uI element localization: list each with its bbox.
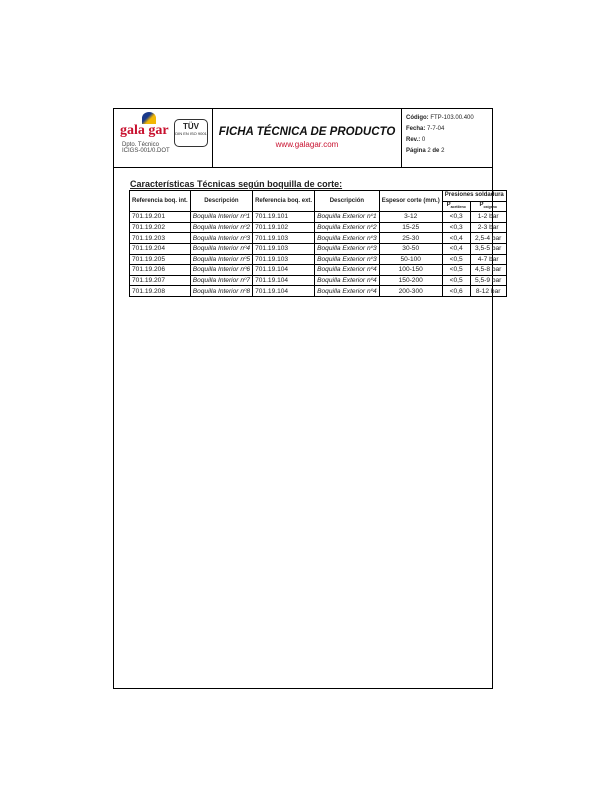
- cell-ref-int: 701.19.205: [130, 254, 191, 265]
- cell-ref-ext: 701.19.102: [253, 222, 315, 233]
- cell-espesor: 100-150: [379, 265, 442, 276]
- cell-p-oxigeno: 2,5-4 bar: [470, 233, 506, 244]
- cell-ref-int: 701.19.202: [130, 222, 191, 233]
- department: [122, 142, 170, 154]
- col-p-oxigeno: [470, 201, 506, 212]
- cell-desc-ext: Boquilla Exterior nº3: [315, 243, 380, 254]
- brand-logo: gala gar: [120, 123, 169, 138]
- cert-sub: DIN EN ISO 9001: [175, 131, 207, 136]
- cell-p-oxigeno: 1-2 bar: [470, 212, 506, 223]
- cell-p-acetileno: <0,4: [442, 243, 470, 254]
- cell-p-acetileno: <0,6: [442, 286, 470, 297]
- cell-p-oxigeno: 3,5-5 bar: [470, 243, 506, 254]
- cell-p-acetileno: <0,5: [442, 275, 470, 286]
- cell-ref-ext: 701.19.104: [253, 265, 315, 276]
- cell-espesor: 200-300: [379, 286, 442, 297]
- cell-ref-int: 701.19.207: [130, 275, 191, 286]
- cell-p-acetileno: <0,5: [442, 254, 470, 265]
- oxigeno-sub: oxígeno: [483, 204, 497, 209]
- table-row: [130, 254, 507, 265]
- logo-cell: [114, 109, 213, 167]
- cell-p-oxigeno: 4-7 bar: [470, 254, 506, 265]
- table-row: [130, 286, 507, 297]
- col-presiones: Presiones soldadura: [442, 191, 506, 202]
- title-cell: [213, 109, 402, 167]
- cell-desc-ext: Boquilla Exterior nº3: [315, 254, 380, 265]
- cell-espesor: 150-200: [379, 275, 442, 286]
- codigo-row: [406, 113, 492, 124]
- section-title: Características Técnicas según boquilla de corte:: [130, 179, 343, 189]
- table-row: [130, 265, 507, 276]
- col-desc-int: Descripción: [190, 191, 252, 212]
- rev-row: [406, 135, 492, 146]
- cell-desc-int: Boquilla Interior nº1: [190, 212, 252, 223]
- cell-espesor: 15-25: [379, 222, 442, 233]
- cell-desc-ext: Boquilla Exterior nº1: [315, 212, 380, 223]
- de-label: de: [432, 148, 440, 154]
- cell-ref-ext: 701.19.103: [253, 254, 315, 265]
- cell-ref-int: 701.19.203: [130, 233, 191, 244]
- doc-code: ICIGS-001/0.DOT: [122, 148, 170, 154]
- table-row: [130, 243, 507, 254]
- codigo-label: Código:: [406, 115, 429, 121]
- page-title: FICHA TÉCNICA DE PRODUCTO: [218, 126, 396, 138]
- rev-label: Rev.:: [406, 137, 421, 143]
- cell-desc-int: Boquilla Interior nº7: [190, 275, 252, 286]
- cell-ref-ext: 701.19.104: [253, 286, 315, 297]
- fecha-row: [406, 124, 492, 135]
- cell-espesor: 25-30: [379, 233, 442, 244]
- cell-ref-int: 701.19.204: [130, 243, 191, 254]
- cell-ref-int: 701.19.208: [130, 286, 191, 297]
- cell-espesor: 3-12: [379, 212, 442, 223]
- cell-p-acetileno: <0,3: [442, 222, 470, 233]
- cell-desc-int: Boquilla Interior nº3: [190, 233, 252, 244]
- specs-table: [129, 190, 507, 297]
- website-link[interactable]: www.galagar.com: [275, 140, 339, 149]
- cell-p-acetileno: <0,3: [442, 212, 470, 223]
- cell-desc-ext: Boquilla Exterior nº3: [315, 233, 380, 244]
- table-row: [130, 275, 507, 286]
- pagina-label: Página: [406, 148, 426, 154]
- cell-ref-int: 701.19.201: [130, 212, 191, 223]
- dept-label: Dpto. Técnico: [122, 142, 159, 148]
- total-pages: 2: [441, 148, 445, 154]
- cell-ref-ext: 701.19.103: [253, 243, 315, 254]
- cell-p-acetileno: <0,4: [442, 233, 470, 244]
- cell-ref-ext: 701.19.101: [253, 212, 315, 223]
- cell-espesor: 30-50: [379, 243, 442, 254]
- cell-desc-int: Boquilla Interior nº8: [190, 286, 252, 297]
- document-header: [114, 109, 492, 168]
- pagina-row: [406, 146, 492, 157]
- cell-desc-int: Boquilla Interior nº2: [190, 222, 252, 233]
- cell-ref-int: 701.19.206: [130, 265, 191, 276]
- document-page: [113, 108, 504, 689]
- table-row: [130, 212, 507, 223]
- fecha-label: Fecha:: [406, 126, 426, 132]
- cell-p-oxigeno: 5,5-9 bar: [470, 275, 506, 286]
- cell-desc-int: Boquilla Interior nº5: [190, 254, 252, 265]
- rev-value: 0: [421, 137, 426, 143]
- cell-desc-ext: Boquilla Exterior nº4: [315, 265, 380, 276]
- table-row: [130, 233, 507, 244]
- col-ref-ext: Referencia boq. ext.: [253, 191, 315, 212]
- col-p-acetileno: [442, 201, 470, 212]
- cell-p-oxigeno: 8-12 bar: [470, 286, 506, 297]
- cell-p-oxigeno: 2-3 bar: [470, 222, 506, 233]
- p-label: P: [446, 201, 451, 208]
- doc-info: [402, 109, 492, 167]
- codigo-value: FTP-103.00.400: [430, 115, 474, 121]
- col-espesor: Espesor corte (mm.): [379, 191, 442, 212]
- cell-p-acetileno: <0,5: [442, 265, 470, 276]
- pagina-value: 2: [427, 148, 431, 154]
- p-label: P: [479, 201, 484, 208]
- col-ref-int: Referencia boq. int.: [130, 191, 191, 212]
- table-row: [130, 222, 507, 233]
- cell-desc-ext: Boquilla Exterior nº2: [315, 222, 380, 233]
- acetileno-sub: acetileno: [450, 204, 466, 209]
- cell-desc-int: Boquilla Interior nº4: [190, 243, 252, 254]
- cell-desc-ext: Boquilla Exterior nº4: [315, 275, 380, 286]
- cell-espesor: 50-100: [379, 254, 442, 265]
- cell-ref-ext: 701.19.103: [253, 233, 315, 244]
- cell-desc-ext: Boquilla Exterior nº4: [315, 286, 380, 297]
- cell-desc-int: Boquilla Interior nº6: [190, 265, 252, 276]
- cell-p-oxigeno: 4,5-8 bar: [470, 265, 506, 276]
- cert-name: TÜV: [183, 122, 199, 131]
- tuv-cert-logo: [174, 119, 208, 147]
- col-desc-ext: Descripción: [315, 191, 380, 212]
- fecha-value: 7-7-04: [427, 126, 445, 132]
- cell-ref-ext: 701.19.104: [253, 275, 315, 286]
